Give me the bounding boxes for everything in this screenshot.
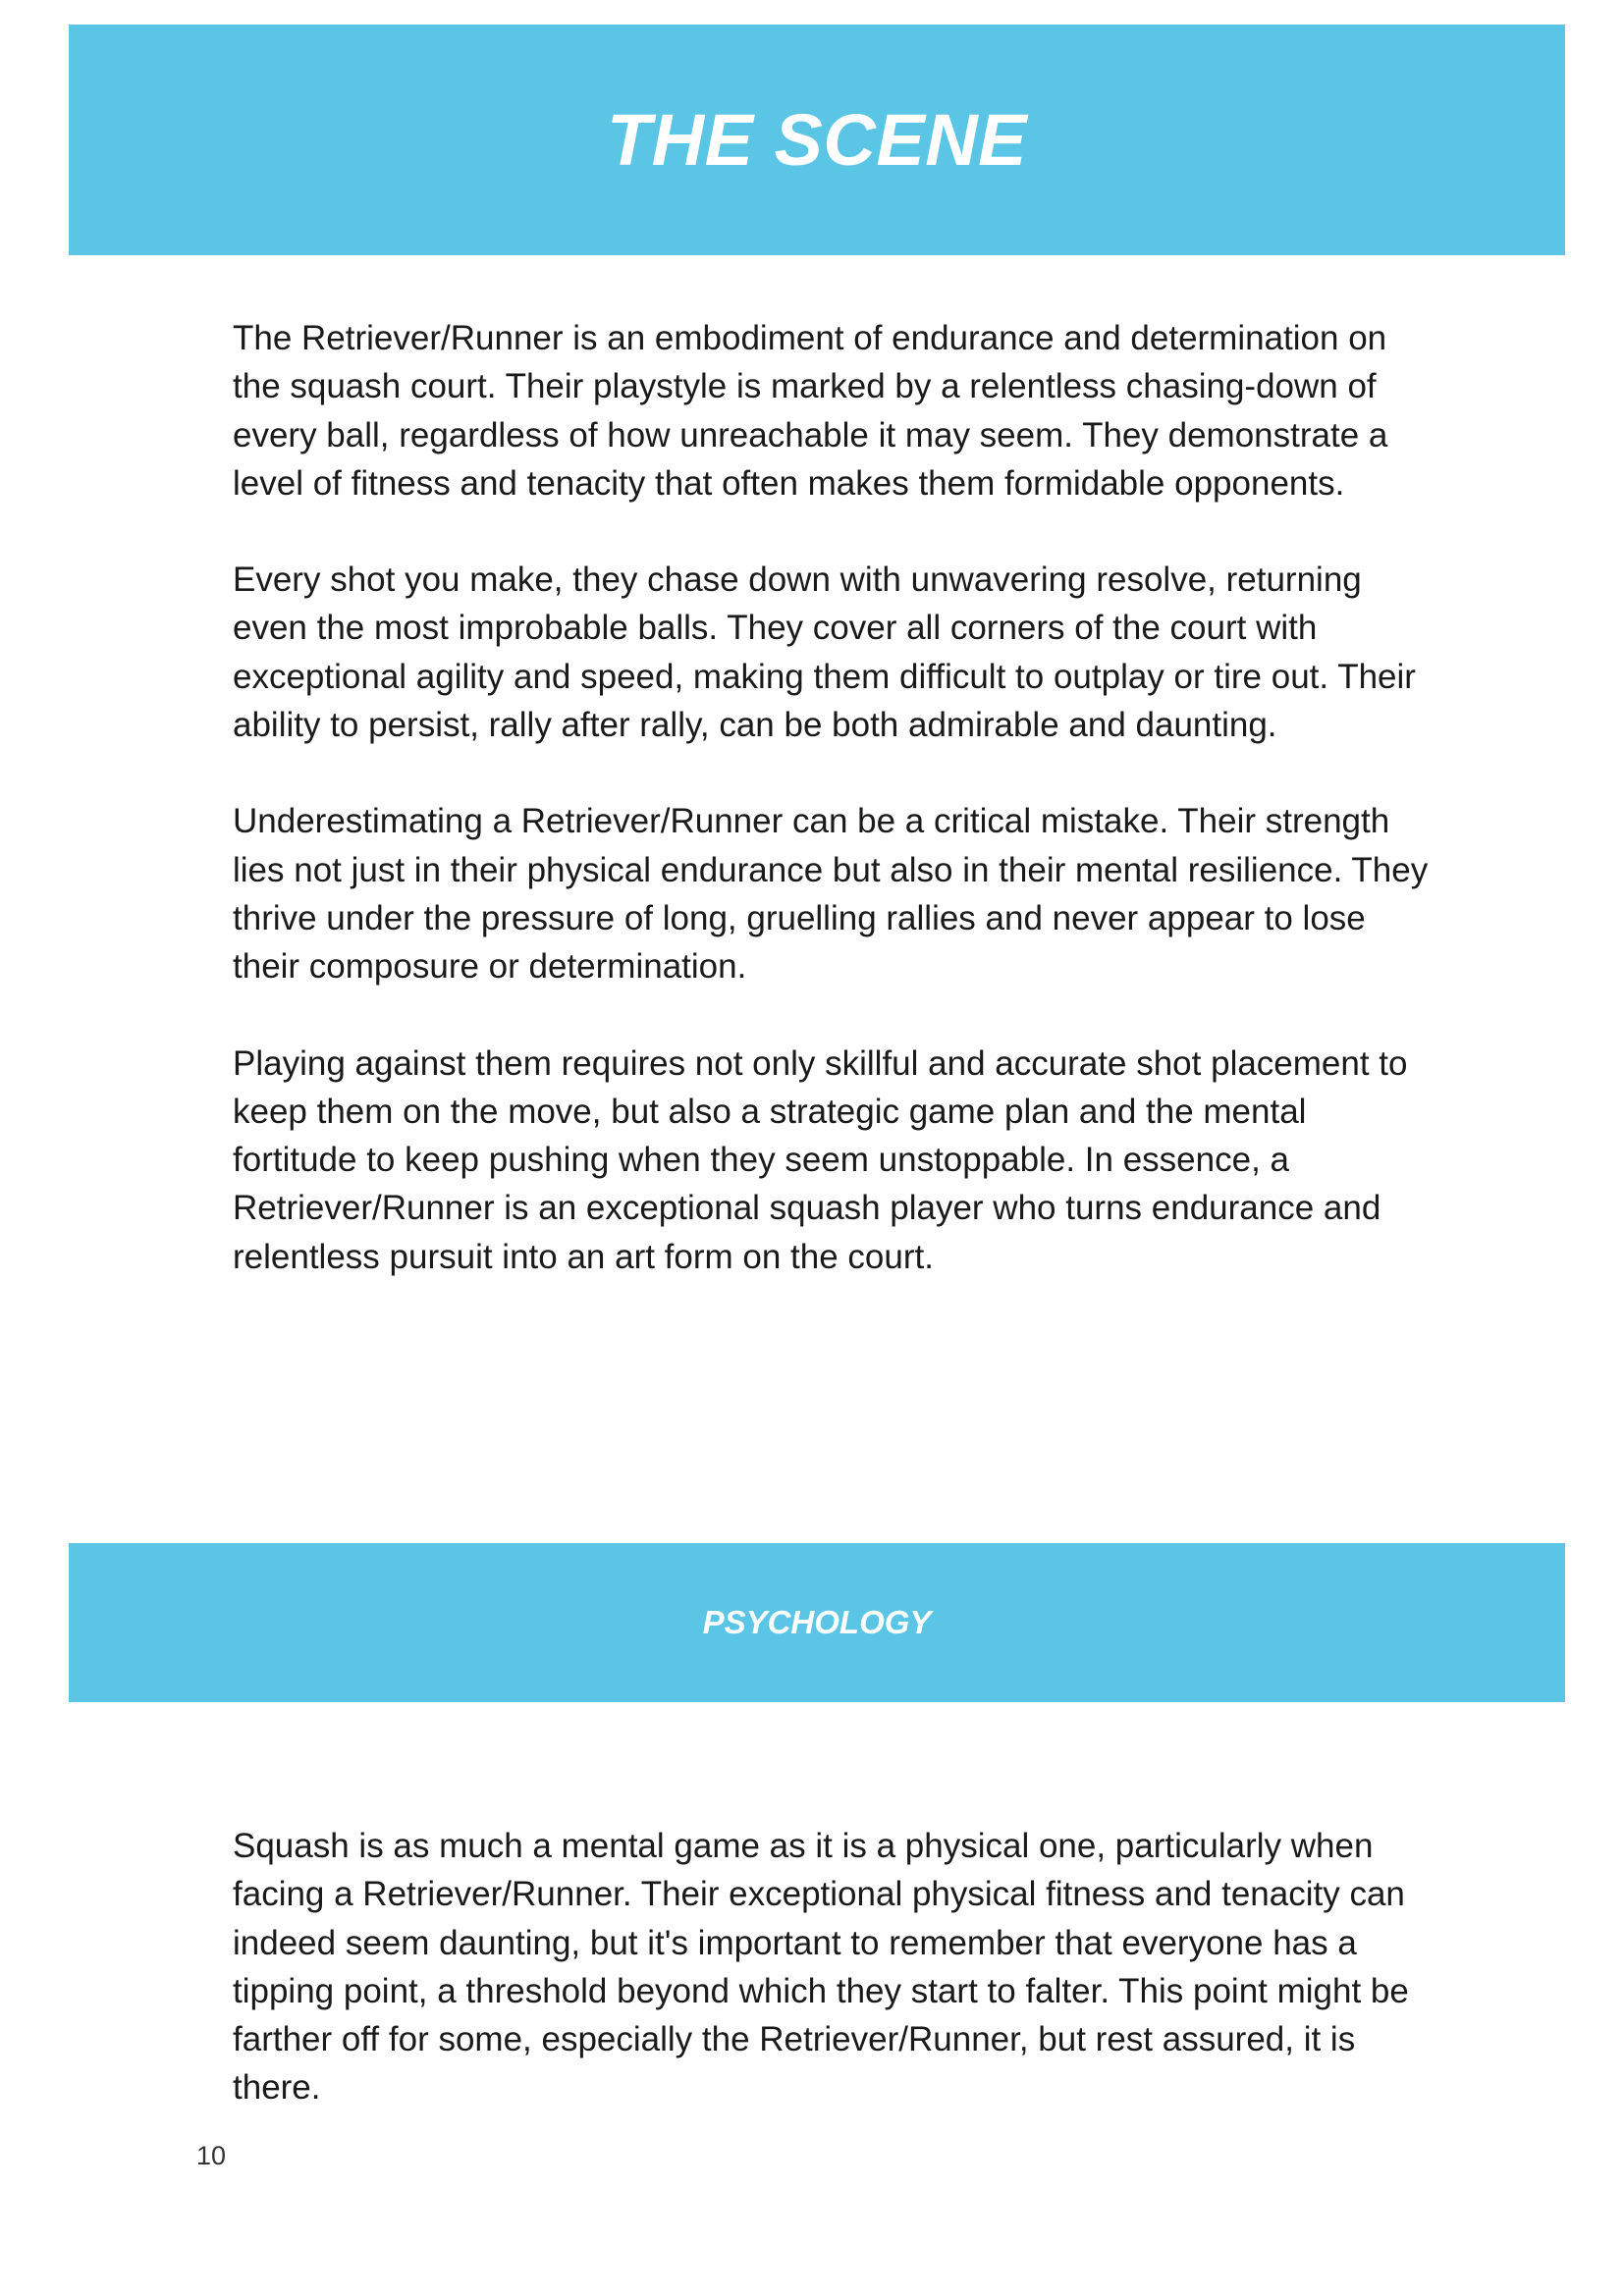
scene-header-banner <box>69 25 1565 255</box>
psychology-section <box>233 1822 1435 2161</box>
psychology-header-banner <box>69 1543 1565 1702</box>
page-title: THE SCENE <box>606 99 1027 181</box>
section-title-psychology: PSYCHOLOGY <box>702 1604 932 1640</box>
scene-section <box>233 314 1435 1329</box>
scene-paragraph-3: Underestimating a Retriever/Runner can be a critical mistake. Their strength lies not just in their physical endurance but also in their mental resilience. They thrive under the pressure of long, gruelling rallies and never appear to lose their composure or determination. <box>233 802 1429 987</box>
psychology-paragraph-1: Squash is as much a mental game as it is a physical one, particularly when facing a Retriever/Runner. Their exceptional physical fitness and tenacity can indeed seem daunting, but it's important to remember that everyone has a tipping point, a threshold beyond which they start to falter. This point might be farther off for some, especially the Retriever/Runner, but rest assured, it is there. <box>233 1827 1409 2108</box>
page-number: 10 <box>196 2141 227 2170</box>
scene-paragraph-2: Every shot you make, they chase down with unwavering resolve, returning even the most improbable balls. They cover all corners of the court with exceptional agility and speed, making them difficult to outplay or tire out. Their ability to persist, rally after rally, can be both admirable and daunting. <box>233 561 1416 745</box>
scene-paragraph-4: Playing against them requires not only skillful and accurate shot placement to keep them on the move, but also a strategic game plan and the mental fortitude to keep pushing when they seem unstoppable. In essence, a Retriever/Runner is an exceptional squash player who turns endurance and relentless pursuit into an art form on the court. <box>233 1043 1408 1276</box>
scene-paragraph-1: The Retriever/Runner is an embodiment of endurance and determination on the squash court. Their playstyle is marked by a relentless chasing-down of every ball, regardless of how unreachable it may seem. They demonstrate a level of fitness and tenacity that often makes them formidable opponents. <box>233 319 1388 503</box>
